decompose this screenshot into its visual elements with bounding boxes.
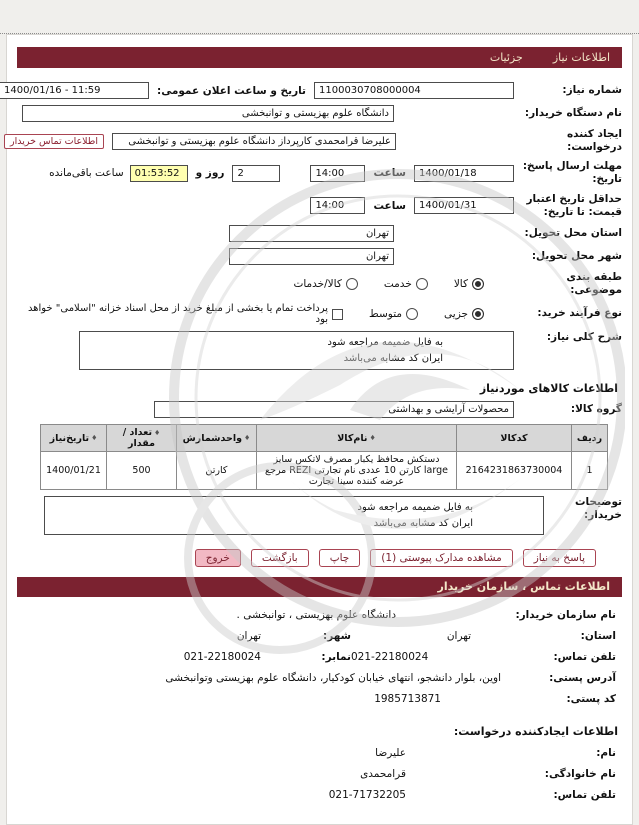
goods-table-row bbox=[41, 452, 608, 490]
print-button[interactable]: چاپ bbox=[319, 549, 361, 567]
buyer-notes-label: توضیحات خریدار: bbox=[574, 496, 622, 522]
sort-diamond-icon: ♦ bbox=[244, 434, 251, 442]
need-description-row bbox=[17, 331, 622, 370]
validity-hour-label: ساعت bbox=[373, 199, 406, 212]
col-header-quantity[interactable]: ♦تعداد / مقدار bbox=[107, 425, 177, 452]
creator-phone-row bbox=[23, 789, 616, 801]
cell-unit: کارتن bbox=[177, 452, 257, 490]
creator-phone-label: تلفن تماس: bbox=[553, 789, 616, 801]
need-number-field[interactable]: 1100030708000004 bbox=[314, 82, 514, 99]
delivery-province-row bbox=[17, 225, 622, 242]
contact-phone-value: 021-22180024 bbox=[351, 651, 429, 663]
contact-city-label: شهر: bbox=[323, 630, 351, 642]
goods-group-field[interactable]: محصولات آرایشی و بهداشتی bbox=[154, 401, 514, 418]
deadline-row bbox=[17, 160, 622, 186]
last-name-value: قرامحمدی bbox=[360, 768, 406, 780]
creator-field[interactable]: علیرضا قرامحمدی کارپرداز دانشگاه علوم بهزیستی و توانبخشی bbox=[112, 133, 396, 150]
creator-first-name-row bbox=[23, 747, 616, 759]
creator-phone-value: 021-71732205 bbox=[328, 789, 406, 801]
delivery-province-label: استان محل تحویل: bbox=[524, 226, 622, 239]
process-option-minor[interactable]: جزیی bbox=[444, 308, 484, 320]
goods-table-header-row bbox=[41, 425, 608, 452]
radio-icon[interactable] bbox=[416, 278, 428, 290]
buyer-contact-section-bar: اطلاعات تماس ، سازمان خریدار bbox=[17, 577, 622, 597]
tab-details[interactable]: جزئیات bbox=[489, 51, 523, 64]
respond-to-need-button[interactable]: پاسخ به نیاز bbox=[523, 549, 596, 567]
category-option-service[interactable]: خدمت bbox=[384, 278, 428, 290]
purchase-process-row bbox=[17, 303, 622, 325]
delivery-city-row bbox=[17, 248, 622, 265]
need-number-row bbox=[4, 82, 622, 99]
contact-city-value: تهران bbox=[236, 630, 261, 642]
category-option-goods[interactable]: کالا bbox=[454, 278, 484, 290]
need-description-field[interactable]: به فایل ضمیمه مراجعه شود ایران کد مشابه می‌باشد bbox=[79, 331, 514, 370]
creator-section-title: اطلاعات ایجادکننده درخواست: bbox=[453, 725, 618, 738]
process-option-medium[interactable]: متوسط bbox=[369, 308, 418, 320]
need-details-form bbox=[6, 34, 633, 825]
buyer-notes-row bbox=[17, 496, 622, 535]
announce-datetime-label: تاریخ و ساعت اعلان عمومی: bbox=[157, 84, 306, 97]
delivery-province-field[interactable]: تهران bbox=[229, 225, 394, 242]
contact-province-label: استان: bbox=[580, 630, 616, 642]
deadline-date-field[interactable]: 1400/01/18 bbox=[414, 165, 514, 182]
category-option-goods-services[interactable]: کالا/خدمات bbox=[293, 278, 357, 290]
cell-row-index: 1 bbox=[572, 452, 608, 490]
col-header-row-index[interactable]: ردیف bbox=[572, 425, 608, 452]
phone-fax-row bbox=[23, 651, 616, 663]
postal-address-value: اوین، بلوار دانشجو، انتهای خیابان کودکیار، دانشگاه علوم بهزیستی وتوانبخشی bbox=[165, 672, 501, 684]
buyer-org-label: نام دستگاه خریدار: bbox=[524, 106, 622, 119]
creator-last-name-row bbox=[23, 768, 616, 780]
cell-item-name: دستکش محافظ یکبار مصرف لاتکس سایز large کارتن 10 عددی نام تجارتی REZI مرجع عرضه کننده سینا تجارت bbox=[257, 452, 457, 490]
contact-province-value: تهران bbox=[446, 630, 471, 642]
validity-date-field[interactable]: 1400/01/31 bbox=[414, 197, 514, 214]
purchase-process-label: نوع فرآیند خرید: bbox=[537, 307, 622, 320]
postal-code-row bbox=[23, 693, 616, 705]
tab-bar bbox=[17, 47, 622, 68]
checkbox-icon[interactable] bbox=[332, 309, 343, 320]
deadline-label: مهلت ارسال پاسخ: تاریخ: bbox=[522, 160, 622, 186]
postal-code-label: کد پستی: bbox=[566, 693, 616, 705]
contact-fax-value: 021-22180024 bbox=[183, 651, 261, 663]
back-button[interactable]: بازگشت bbox=[251, 549, 309, 567]
first-name-value: علیرضا bbox=[375, 747, 406, 759]
creator-label: ایجاد کننده درخواست: bbox=[566, 128, 622, 154]
treasury-bonds-option[interactable]: پرداخت تمام یا بخشی از مبلغ خرید از محل اسناد خزانه "اسلامی" خواهد بود bbox=[17, 303, 343, 325]
deadline-hour-label: ساعت bbox=[373, 167, 406, 180]
exit-button[interactable]: خروج bbox=[195, 549, 241, 567]
postal-address-label: آدرس پستی: bbox=[549, 672, 616, 684]
buyer-contact-info-button[interactable]: اطلاعات تماس خریدار bbox=[4, 134, 104, 149]
col-header-item-name[interactable]: ♦نام‌کالا bbox=[257, 425, 457, 452]
validity-hour-field[interactable]: 14:00 bbox=[310, 197, 365, 214]
buyer-notes-field[interactable]: به فایل ضمیمه مراجعه شود ایران کد مشابه می‌باشد bbox=[44, 496, 544, 535]
sort-diamond-icon: ♦ bbox=[154, 428, 161, 437]
view-attachments-button[interactable]: مشاهده مدارک پیوستی (1) bbox=[370, 549, 512, 567]
goods-group-row bbox=[17, 401, 622, 418]
org-name-label: نام سازمان خریدار: bbox=[515, 609, 616, 621]
goods-table bbox=[40, 424, 608, 490]
delivery-city-label: شهر محل تحویل: bbox=[531, 249, 622, 262]
col-header-item-code[interactable]: کدکالا bbox=[457, 425, 572, 452]
cell-item-code: 2164231863730004 bbox=[457, 452, 572, 490]
days-and-label: روز و bbox=[195, 167, 225, 180]
sort-diamond-icon: ♦ bbox=[91, 434, 98, 442]
buyer-org-field[interactable]: دانشگاه علوم بهزیستی و توانبخشی bbox=[22, 105, 394, 122]
page-top-margin bbox=[0, 0, 639, 34]
hours-remaining-label: ساعت باقی‌مانده bbox=[49, 167, 124, 180]
need-number-label: شماره نیاز: bbox=[562, 83, 622, 96]
creator-row bbox=[9, 128, 622, 154]
action-buttons bbox=[17, 549, 596, 567]
col-header-unit[interactable]: ♦واحدشمارش bbox=[177, 425, 257, 452]
org-name-value: دانشگاه علوم بهزیستی ، توانبخشی . bbox=[236, 609, 396, 621]
subject-category-row bbox=[17, 271, 622, 297]
last-name-label: نام خانوادگی: bbox=[544, 768, 616, 780]
contact-phone-label: تلفن تماس: bbox=[553, 651, 616, 663]
deadline-hour-field[interactable]: 14:00 bbox=[310, 165, 365, 182]
org-name-row bbox=[23, 609, 616, 621]
buyer-org-row bbox=[17, 105, 622, 122]
price-validity-row bbox=[17, 193, 622, 219]
first-name-label: نام: bbox=[596, 747, 616, 759]
col-header-need-date[interactable]: ♦تاریخ‌نیاز bbox=[41, 425, 107, 452]
cell-need-date: 1400/01/21 bbox=[41, 452, 107, 490]
sort-diamond-icon: ♦ bbox=[369, 434, 376, 442]
announce-datetime-field[interactable]: 1400/01/16 - 11:59 bbox=[0, 82, 149, 99]
price-validity-label: حداقل تاریخ اعتبار قیمت: تا تاریخ: bbox=[526, 192, 622, 218]
radio-selected-icon[interactable] bbox=[472, 278, 484, 290]
radio-icon[interactable] bbox=[406, 308, 418, 320]
remaining-days-field: 2 bbox=[232, 165, 280, 182]
need-description-label: شرح کلی نیاز: bbox=[546, 331, 622, 343]
radio-icon[interactable] bbox=[346, 278, 358, 290]
radio-selected-icon[interactable] bbox=[472, 308, 484, 320]
postal-address-row bbox=[23, 672, 616, 684]
contact-fax-label: نمابر: bbox=[321, 651, 351, 663]
delivery-city-field[interactable]: تهران bbox=[229, 248, 394, 265]
tab-need-info[interactable]: اطلاعات نیاز bbox=[552, 51, 610, 64]
province-city-row bbox=[23, 630, 616, 642]
subject-category-label: طبقه بندی موضوعی: bbox=[566, 270, 622, 296]
goods-group-label: گروه کالا: bbox=[570, 402, 622, 415]
postal-code-value: 1985713871 bbox=[374, 693, 441, 705]
countdown-timer: 01:53:52 bbox=[130, 165, 188, 182]
cell-quantity: 500 bbox=[107, 452, 177, 490]
goods-section-title: اطلاعات کالاهای موردنیاز bbox=[479, 382, 618, 395]
